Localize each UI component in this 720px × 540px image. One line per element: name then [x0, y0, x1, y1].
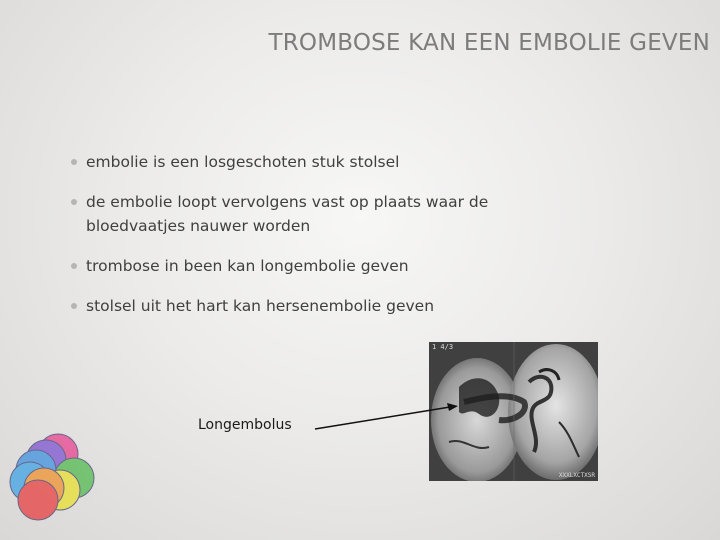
- logo-circle: [18, 480, 58, 520]
- bullet-text: embolie is een losgeschoten stuk stolsel: [86, 153, 400, 171]
- xray-label-bottom: XXXLXCTXSR: [558, 472, 595, 479]
- bullet-text: stolsel uit het hart kan hersenembolie geven: [86, 297, 435, 315]
- figure-caption: Longembolus: [198, 417, 292, 433]
- slide-title: TROMBOSE KAN EEN EMBOLIE GEVEN: [268, 30, 710, 56]
- xray-label-top: 1 4/3: [432, 343, 454, 351]
- bullet-text: de embolie loopt vervolgens vast op plaats waar de bloedvaatjes nauwer worden: [86, 193, 489, 235]
- color-circles-logo: [8, 430, 104, 526]
- bullet-text: trombose in been kan longembolie geven: [86, 257, 409, 275]
